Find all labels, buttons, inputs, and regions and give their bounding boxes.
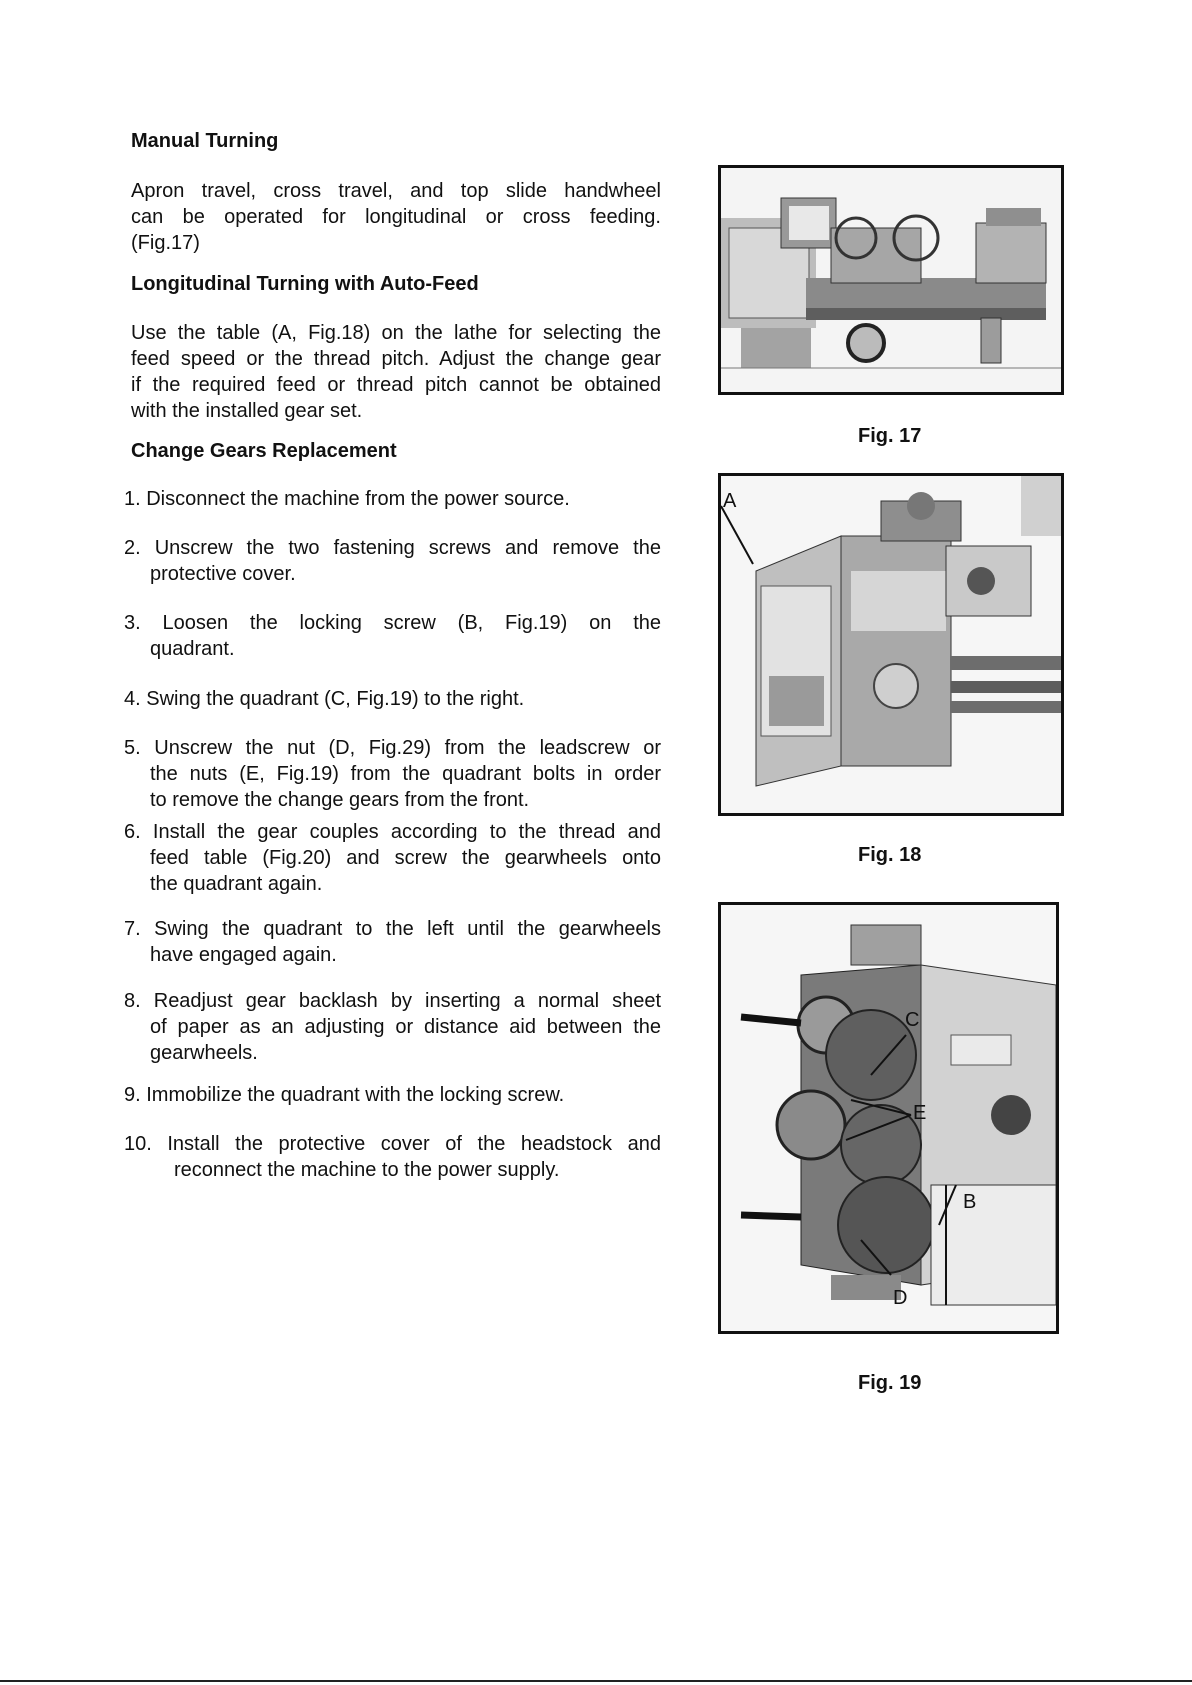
label-c: C: [905, 1009, 920, 1031]
step-4: [124, 686, 661, 712]
step-text: have engaged again.: [150, 944, 337, 966]
step-1: [124, 486, 661, 512]
figure-18-photo: [718, 473, 1064, 816]
manual-turning-paragraph: [131, 178, 661, 256]
change-gears-illustration: [721, 905, 1056, 1331]
text-line: with the installed gear set.: [131, 400, 363, 422]
lathe-headstock-illustration: [721, 476, 1061, 813]
step-3: [124, 610, 661, 662]
step-8: [124, 988, 661, 1066]
step-text: 3. Loosen the locking screw (B, Fig.19) on the: [124, 612, 661, 634]
step-6: [124, 819, 661, 897]
page-bottom-rule: [0, 1680, 1192, 1682]
heading-longitudinal-turning: Longitudinal Turning with Auto-Feed: [131, 273, 479, 295]
step-text: 5. Unscrew the nut (D, Fig.29) from the leadscrew or: [124, 737, 661, 759]
step-text: 9. Immobilize the quadrant with the locking screw.: [124, 1084, 565, 1106]
step-text: 2. Unscrew the two fastening screws and remove the: [124, 537, 661, 559]
label-d: D: [893, 1287, 908, 1309]
caption-fig-18: Fig. 18: [858, 844, 922, 866]
lathe-overview-illustration: [721, 168, 1061, 392]
step-text: quadrant.: [150, 638, 235, 660]
step-text: of paper as an adjusting or distance aid between the: [150, 1016, 661, 1038]
step-text: 8. Readjust gear backlash by inserting a normal sheet: [124, 990, 661, 1012]
step-text: 7. Swing the quadrant to the left until the gearwheels: [124, 918, 661, 940]
step-text: feed table (Fig.20) and screw the gearwheels onto: [150, 847, 661, 869]
label-a: A: [723, 490, 737, 512]
figure-17-photo: [718, 165, 1064, 395]
heading-manual-turning: Manual Turning: [131, 130, 279, 152]
caption-fig-19: Fig. 19: [858, 1372, 922, 1394]
step-2: [124, 535, 661, 587]
label-b: B: [963, 1191, 977, 1213]
text-line: Use the table (A, Fig.18) on the lathe for selecting the: [131, 322, 661, 344]
figure-19-photo: [718, 902, 1059, 1334]
step-text: protective cover.: [150, 563, 296, 585]
text-line: (Fig.17): [131, 232, 200, 254]
text-line: Apron travel, cross travel, and top slide handwheel: [131, 180, 661, 202]
step-text: 6. Install the gear couples according to the thread and: [124, 821, 661, 843]
step-7: [124, 916, 661, 968]
step-9: [124, 1082, 661, 1108]
label-e: E: [913, 1102, 927, 1124]
step-text: the nuts (E, Fig.19) from the quadrant bolts in order: [150, 763, 661, 785]
text-line: can be operated for longitudinal or cross feeding.: [131, 206, 661, 228]
step-5: [124, 735, 661, 813]
step-text: reconnect the machine to the power supply.: [174, 1159, 560, 1181]
step-text: to remove the change gears from the front.: [150, 789, 530, 811]
text-line: feed speed or the thread pitch. Adjust the change gear: [131, 348, 661, 370]
text-line: if the required feed or thread pitch cannot be obtained: [131, 374, 661, 396]
step-text: 1. Disconnect the machine from the power source.: [124, 488, 570, 510]
step-text: 10. Install the protective cover of the headstock and: [124, 1133, 661, 1155]
step-text: the quadrant again.: [150, 873, 323, 895]
step-text: gearwheels.: [150, 1042, 258, 1064]
step-text: 4. Swing the quadrant (C, Fig.19) to the right.: [124, 688, 525, 710]
longitudinal-paragraph: [131, 320, 661, 424]
heading-change-gears: Change Gears Replacement: [131, 440, 397, 462]
caption-fig-17: Fig. 17: [858, 425, 922, 447]
step-10: [124, 1131, 661, 1183]
